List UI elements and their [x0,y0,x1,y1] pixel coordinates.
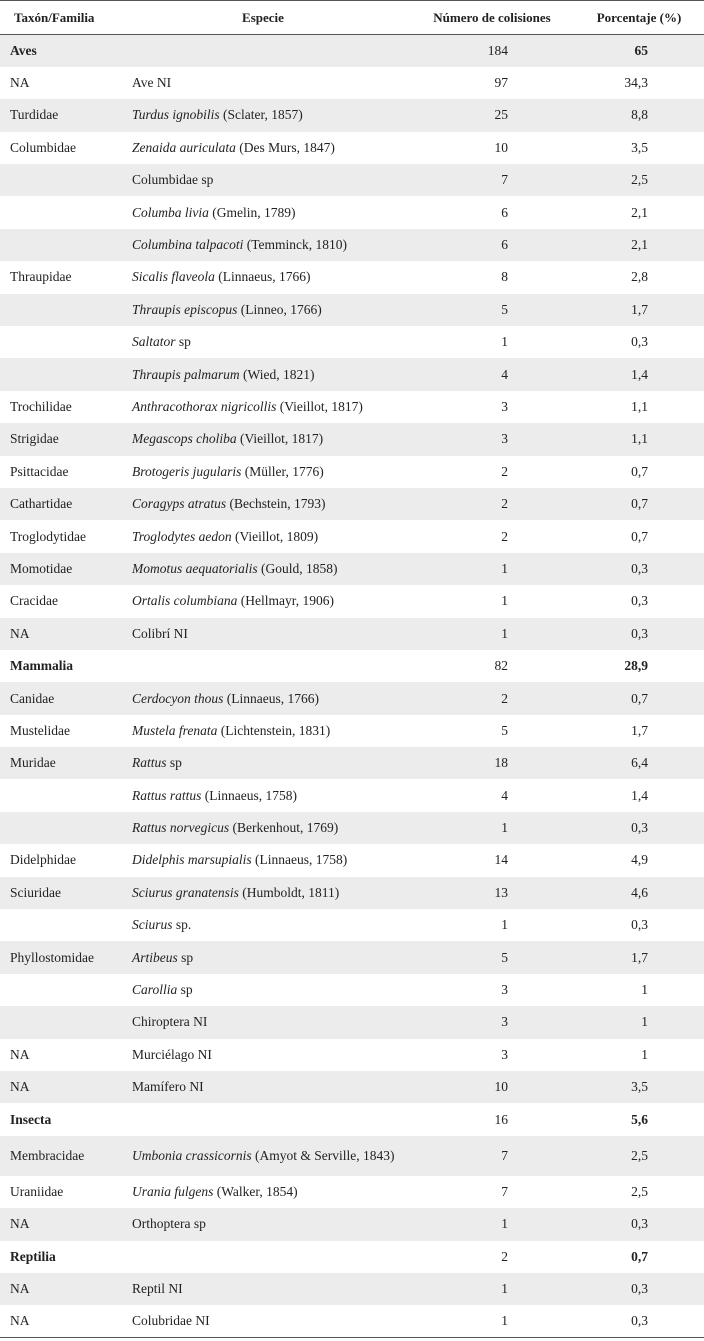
cell-especie [116,1208,410,1240]
cell-colisiones: 7 [501,1147,508,1163]
table-row [0,682,704,714]
species-author: (Amyot & Serville, 1843) [251,1147,395,1163]
table-row [0,877,704,909]
cell-familia [0,196,116,228]
cell-porcentaje: 1,7 [631,722,648,738]
cell-familia: Mustelidae [10,722,70,738]
cell-familia: Troglodytidae [10,528,87,544]
table-row [0,715,704,747]
species-name: Thraupis episcopus [132,301,238,317]
species-name: Turdus ignobilis [132,107,220,123]
cell-colisiones: 6 [501,237,508,253]
cell-colisiones: 82 [494,658,508,674]
species-author: sp [175,334,191,350]
species-author: sp [177,949,194,965]
cell-colisiones: 16 [494,1111,508,1127]
cell-porcentaje: 2,5 [631,1183,648,1199]
table-header [0,1,704,35]
cell-colisiones: 5 [501,301,508,317]
cell-colisiones: 13 [494,884,508,900]
table-row [0,229,704,261]
cell-especie [116,1176,410,1208]
cell-porcentaje: 1,1 [631,398,648,414]
cell-porcentaje: 0,7 [631,528,648,544]
table-row [0,1071,704,1103]
cell-familia [0,909,116,941]
species-name: Megascops choliba [132,431,237,447]
cell-colisiones: 7 [501,1183,508,1199]
cell-especie [116,553,410,585]
cell-especie [116,877,410,909]
cell-porcentaje: 8,8 [631,107,648,123]
species-author: Colibrí NI [132,625,188,641]
cell-porcentaje: 0,7 [631,1248,648,1264]
cell-especie [116,1071,410,1103]
group-row [0,35,704,67]
cell-colisiones: 5 [501,722,508,738]
cell-porcentaje: 0,7 [631,463,648,479]
header-especie: Especie [116,1,410,35]
cell-colisiones: 1 [501,593,508,609]
table-row [0,1273,704,1305]
cell-colisiones: 2 [501,1248,508,1264]
species-author: sp [177,982,193,998]
cell-porcentaje: 5,6 [631,1111,648,1127]
cell-especie [116,196,410,228]
species-name: Rattus rattus [132,787,202,803]
species-author: (Linnaeus, 1758) [201,787,297,803]
species-author: (Bechstein, 1793) [226,496,326,512]
cell-familia: NA [10,625,30,641]
cell-familia [0,229,116,261]
cell-porcentaje: 1 [641,1046,648,1062]
species-author: Chiroptera NI [132,1014,208,1030]
cell-colisiones: 1 [501,334,508,350]
header-taxon: Taxón/Familia [0,1,116,35]
species-name: Brotogeris jugularis [132,463,242,479]
species-author: (Temminck, 1810) [243,237,348,253]
cell-porcentaje: 0,3 [574,1305,704,1337]
species-author: (Linnaeus, 1758) [251,852,348,868]
cell-porcentaje: 4,9 [631,852,648,868]
cell-especie [116,1039,410,1071]
cell-familia: Sciuridae [10,884,61,900]
table-row [0,67,704,99]
cell-colisiones: 1 [501,1281,508,1297]
species-name: Cerdocyon thous [132,690,224,706]
species-author: (Berkenhout, 1769) [229,820,339,836]
cell-porcentaje: 0,3 [631,820,648,836]
cell-especie [116,618,410,650]
cell-familia: Trochilidae [10,398,72,414]
species-author: Ave NI [132,75,172,91]
cell-familia: Phyllostomidae [10,949,94,965]
cell-porcentaje: 2,1 [631,237,648,253]
cell-porcentaje: 0,3 [631,1281,648,1297]
cell-porcentaje: 4,6 [631,884,648,900]
cell-familia [0,358,116,390]
species-name: Thraupis palmarum [132,366,240,382]
cell-colisiones: 8 [501,269,508,285]
cell-colisiones: 1 [501,1216,508,1232]
group-row [0,650,704,682]
cell-especie [116,294,410,326]
cell-colisiones: 3 [501,982,508,998]
cell-familia: NA [10,1216,30,1232]
species-author: (Humboldt, 1811) [238,884,340,900]
species-author: sp [166,755,182,771]
cell-porcentaje: 1,1 [631,431,648,447]
cell-porcentaje: 1 [641,1014,648,1030]
cell-familia [0,294,116,326]
species-author: (Vieillot, 1817) [276,398,363,414]
cell-especie [116,747,410,779]
table-row [0,779,704,811]
cell-porcentaje: 1,4 [631,787,648,803]
cell-especie [116,909,410,941]
cell-familia: Uraniidae [10,1183,64,1199]
cell-especie [116,844,410,876]
cell-familia [0,1006,116,1038]
species-name: Saltator [132,334,176,350]
table-row [0,326,704,358]
cell-especie [116,488,410,520]
cell-colisiones: 7 [501,172,508,188]
cell-especie [116,941,410,973]
species-author: (Vieillot, 1809) [231,528,319,544]
cell-especie [116,423,410,455]
cell-especie [116,1305,410,1337]
species-author: Reptil NI [132,1281,183,1297]
cell-colisiones: 10 [494,1079,508,1095]
cell-especie [116,229,410,261]
table-row [0,488,704,520]
species-name: Ortalis columbiana [132,593,238,609]
table-row [0,294,704,326]
cell-familia: Turdidae [10,107,59,123]
cell-especie [116,261,410,293]
cell-colisiones: 2 [501,463,508,479]
species-name: Urania fulgens [132,1183,214,1199]
table-row [0,747,704,779]
table-row [0,132,704,164]
cell-porcentaje: 1,4 [631,366,648,382]
species-author: (Des Murs, 1847) [235,139,335,155]
species-name: Anthracothorax nigricollis [132,398,277,414]
cell-especie [116,682,410,714]
cell-colisiones: 2 [501,496,508,512]
species-name: Mustela frenata [132,722,218,738]
species-author: (Walker, 1854) [213,1183,298,1199]
table-row [0,844,704,876]
cell-especie [116,520,410,552]
cell-porcentaje: 2,5 [631,1147,648,1163]
table-row [0,261,704,293]
cell-familia [0,779,116,811]
species-name: Rattus norvegicus [132,820,230,836]
cell-familia [0,974,116,1006]
cell-porcentaje: 34,3 [624,75,648,91]
species-name: Sciurus [132,917,173,933]
species-author: Colubridae NI [132,1313,210,1329]
cell-familia: Reptilia [10,1248,56,1264]
cell-colisiones: 10 [494,139,508,155]
table-row [0,99,704,131]
cell-familia: Psittacidae [10,463,69,479]
cell-especie [116,67,410,99]
cell-especie [116,1136,410,1176]
cell-colisiones: 2 [501,690,508,706]
cell-porcentaje: 0,3 [631,593,648,609]
cell-porcentaje: 0,3 [631,1216,648,1232]
species-author: Columbidae sp [132,172,214,188]
cell-familia: Mammalia [10,658,73,674]
group-row [0,1241,704,1273]
table-row [0,1039,704,1071]
species-author: Mamífero NI [132,1079,204,1095]
cell-colisiones: 3 [501,1046,508,1062]
cell-especie [116,99,410,131]
table-row [0,585,704,617]
cell-especie [116,358,410,390]
table-row [0,909,704,941]
cell-familia: Strigidae [10,431,59,447]
cell-familia: NA [10,1281,30,1297]
species-name: Momotus aequatorialis [132,560,258,576]
species-author: (Lichtenstein, 1831) [217,722,331,738]
cell-colisiones: 1 [410,1305,574,1337]
cell-familia: NA [0,1305,116,1337]
cell-porcentaje: 2,8 [631,269,648,285]
cell-colisiones: 2 [501,528,508,544]
cell-colisiones: 184 [487,42,508,58]
table-body [0,35,704,1338]
table-row [0,520,704,552]
species-author: (Linnaeus, 1766) [223,690,319,706]
species-author: (Wied, 1821) [239,366,315,382]
cell-familia: Membracidae [10,1147,85,1163]
species-name: Carollia [132,982,178,998]
cell-colisiones: 6 [501,204,508,220]
cell-colisiones: 4 [501,787,508,803]
table-row [0,1006,704,1038]
species-author: Murciélago NI [132,1046,212,1062]
cell-especie [116,650,410,682]
cell-porcentaje: 6,4 [631,755,648,771]
table-row [0,423,704,455]
table-row [0,1305,704,1337]
cell-porcentaje: 2,1 [631,204,648,220]
table-row [0,812,704,844]
species-author: (Hellmayr, 1906) [237,593,334,609]
cell-colisiones: 5 [501,949,508,965]
cell-porcentaje: 0,3 [631,917,648,933]
cell-porcentaje: 0,3 [631,625,648,641]
species-author: (Vieillot, 1817) [236,431,324,447]
cell-especie [116,326,410,358]
species-author: Orthoptera sp [132,1216,206,1232]
species-name: Columba livia [132,204,209,220]
species-author: (Linneo, 1766) [237,301,322,317]
cell-especie [116,1273,410,1305]
cell-especie [116,585,410,617]
table-row [0,1176,704,1208]
species-author: (Gmelin, 1789) [208,204,296,220]
table-row [0,941,704,973]
cell-porcentaje: 0,3 [631,334,648,350]
cell-familia: Cracidae [10,593,58,609]
cell-familia: Thraupidae [10,269,72,285]
table-row [0,358,704,390]
cell-familia: Columbidae [10,139,76,155]
header-porcentaje: Porcentaje (%) [574,1,704,35]
cell-familia: Muridae [10,755,56,771]
cell-colisiones: 1 [501,917,508,933]
cell-colisiones: 14 [494,852,508,868]
cell-especie [116,1241,410,1273]
table-row [0,974,704,1006]
cell-colisiones: 1 [501,820,508,836]
cell-porcentaje: 3,5 [631,1079,648,1095]
cell-colisiones: 3 [501,1014,508,1030]
table-row [0,1136,704,1176]
cell-porcentaje: 1 [641,982,648,998]
cell-especie [116,132,410,164]
cell-porcentaje: 0,7 [631,496,648,512]
cell-familia: Cathartidae [10,496,73,512]
species-name: Columbina talpacoti [132,237,244,253]
species-name: Coragyps atratus [132,496,227,512]
species-author: sp. [172,917,192,933]
species-author: (Gould, 1858) [257,560,338,576]
cell-familia: Aves [10,42,37,58]
cell-colisiones: 1 [501,560,508,576]
cell-especie [116,1006,410,1038]
cell-familia [0,812,116,844]
cell-especie [116,391,410,423]
species-name: Rattus [132,755,167,771]
cell-especie [116,1103,410,1135]
cell-familia: NA [10,1046,30,1062]
cell-especie [116,35,410,67]
cell-familia: Momotidae [10,560,73,576]
header-colisiones: Número de colisiones [410,1,574,35]
species-author: (Linnaeus, 1766) [214,269,311,285]
species-author: (Müller, 1776) [241,463,324,479]
cell-familia: Didelphidae [10,852,76,868]
species-name: Zenaida auriculata [132,139,236,155]
species-name: Sicalis flaveola [132,269,215,285]
cell-porcentaje: 0,3 [631,560,648,576]
table-row [0,164,704,196]
cell-especie [116,812,410,844]
cell-familia: Insecta [10,1111,52,1127]
cell-especie [116,164,410,196]
cell-porcentaje: 2,5 [631,172,648,188]
cell-colisiones: 3 [501,431,508,447]
species-name: Didelphis marsupialis [132,852,252,868]
species-name: Umbonia crassicornis [132,1147,252,1163]
table-row [0,391,704,423]
species-name: Sciurus granatensis [132,884,239,900]
cell-especie [116,974,410,1006]
cell-porcentaje: 1,7 [631,949,648,965]
species-author: (Sclater, 1857) [219,107,303,123]
cell-especie [116,715,410,747]
species-name: Artibeus [132,949,178,965]
cell-colisiones: 25 [494,107,508,123]
cell-porcentaje: 3,5 [631,139,648,155]
table-row [0,618,704,650]
cell-colisiones: 18 [494,755,508,771]
cell-familia [0,326,116,358]
cell-colisiones: 97 [494,75,508,91]
cell-porcentaje: 28,9 [624,658,648,674]
cell-porcentaje: 1,7 [631,301,648,317]
cell-porcentaje: 65 [634,42,648,58]
cell-colisiones: 4 [501,366,508,382]
table-row [0,1208,704,1240]
species-name: Troglodytes aedon [132,528,232,544]
cell-familia: NA [10,75,30,91]
cell-colisiones: 3 [501,398,508,414]
cell-familia: NA [10,1079,30,1095]
cell-colisiones: 1 [501,625,508,641]
cell-especie [116,779,410,811]
cell-porcentaje: 0,7 [631,690,648,706]
group-row [0,1103,704,1135]
cell-familia [0,164,116,196]
table-row [0,456,704,488]
cell-especie [116,456,410,488]
cell-familia: Canidae [10,690,55,706]
table-row [0,196,704,228]
table-row [0,553,704,585]
